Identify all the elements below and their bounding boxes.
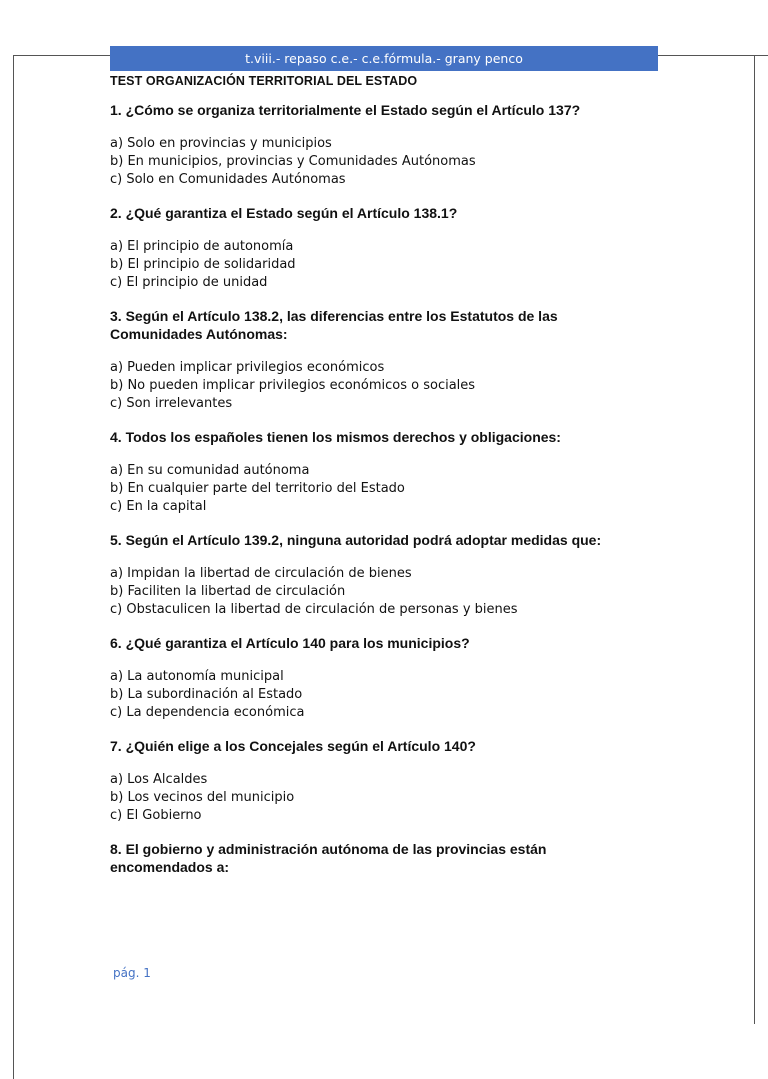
- answer-options: [110, 668, 690, 722]
- question-8: [110, 840, 690, 876]
- question-1: [110, 101, 690, 189]
- answer-option: c) Son irrelevantes: [110, 396, 233, 411]
- question-6: [110, 634, 690, 722]
- answer-options: [110, 359, 690, 413]
- answer-option: c) El Gobierno: [110, 808, 202, 823]
- answer-option: a) La autonomía municipal: [110, 669, 284, 684]
- document-header: t.viii.- repaso c.e.- c.e.fórmula.- grany penco: [110, 46, 658, 71]
- question-2: [110, 204, 690, 292]
- answer-option: a) En su comunidad autónoma: [110, 463, 310, 478]
- answer-options: [110, 135, 690, 189]
- answer-option: b) En municipios, provincias y Comunidades Autónomas: [110, 154, 476, 169]
- answer-option: c) Obstaculicen la libertad de circulación de personas y bienes: [110, 602, 518, 617]
- document-body: [110, 74, 690, 892]
- question-text: 3. Según el Artículo 138.2, las diferencias entre los Estatutos de las Comunidades Autónomas:: [110, 308, 558, 342]
- answer-option: c) Solo en Comunidades Autónomas: [110, 172, 346, 187]
- answer-option: b) No pueden implicar privilegios económicos o sociales: [110, 378, 476, 393]
- document-title: TEST ORGANIZACIÓN TERRITORIAL DEL ESTADO: [110, 74, 418, 88]
- answer-option: b) En cualquier parte del territorio del Estado: [110, 481, 405, 496]
- answer-option: c) En la capital: [110, 499, 207, 514]
- answer-options: [110, 771, 690, 825]
- question-text: 5. Según el Artículo 139.2, ninguna autoridad podrá adoptar medidas que:: [110, 532, 602, 548]
- answer-option: a) Impidan la libertad de circulación de bienes: [110, 566, 412, 581]
- question-7: [110, 737, 690, 825]
- answer-option: b) Los vecinos del municipio: [110, 790, 295, 805]
- answer-option: b) El principio de solidaridad: [110, 257, 296, 272]
- answer-option: c) La dependencia económica: [110, 705, 305, 720]
- answer-option: a) Solo en provincias y municipios: [110, 136, 332, 151]
- page-number: pág. 1: [113, 966, 151, 980]
- page-border-right: [754, 55, 755, 1024]
- question-text: 2. ¿Qué garantiza el Estado según el Artículo 138.1?: [110, 205, 458, 221]
- question-5: [110, 531, 690, 619]
- answer-options: [110, 462, 690, 516]
- answer-option: b) La subordinación al Estado: [110, 687, 303, 702]
- answer-option: b) Faciliten la libertad de circulación: [110, 584, 346, 599]
- answer-option: c) El principio de unidad: [110, 275, 268, 290]
- question-3: [110, 307, 690, 413]
- answer-option: a) El principio de autonomía: [110, 239, 294, 254]
- question-text: 7. ¿Quién elige a los Concejales según el Artículo 140?: [110, 738, 476, 754]
- question-text: 8. El gobierno y administración autónoma de las provincias están encomendados a:: [110, 841, 547, 875]
- question-text: 4. Todos los españoles tienen los mismos derechos y obligaciones:: [110, 429, 561, 445]
- answer-option: a) Pueden implicar privilegios económicos: [110, 360, 385, 375]
- question-text: 6. ¿Qué garantiza el Artículo 140 para los municipios?: [110, 635, 470, 651]
- answer-option: a) Los Alcaldes: [110, 772, 208, 787]
- question-text: 1. ¿Cómo se organiza territorialmente el Estado según el Artículo 137?: [110, 102, 581, 118]
- answer-options: [110, 565, 690, 619]
- answer-options: [110, 238, 690, 292]
- question-4: [110, 428, 690, 516]
